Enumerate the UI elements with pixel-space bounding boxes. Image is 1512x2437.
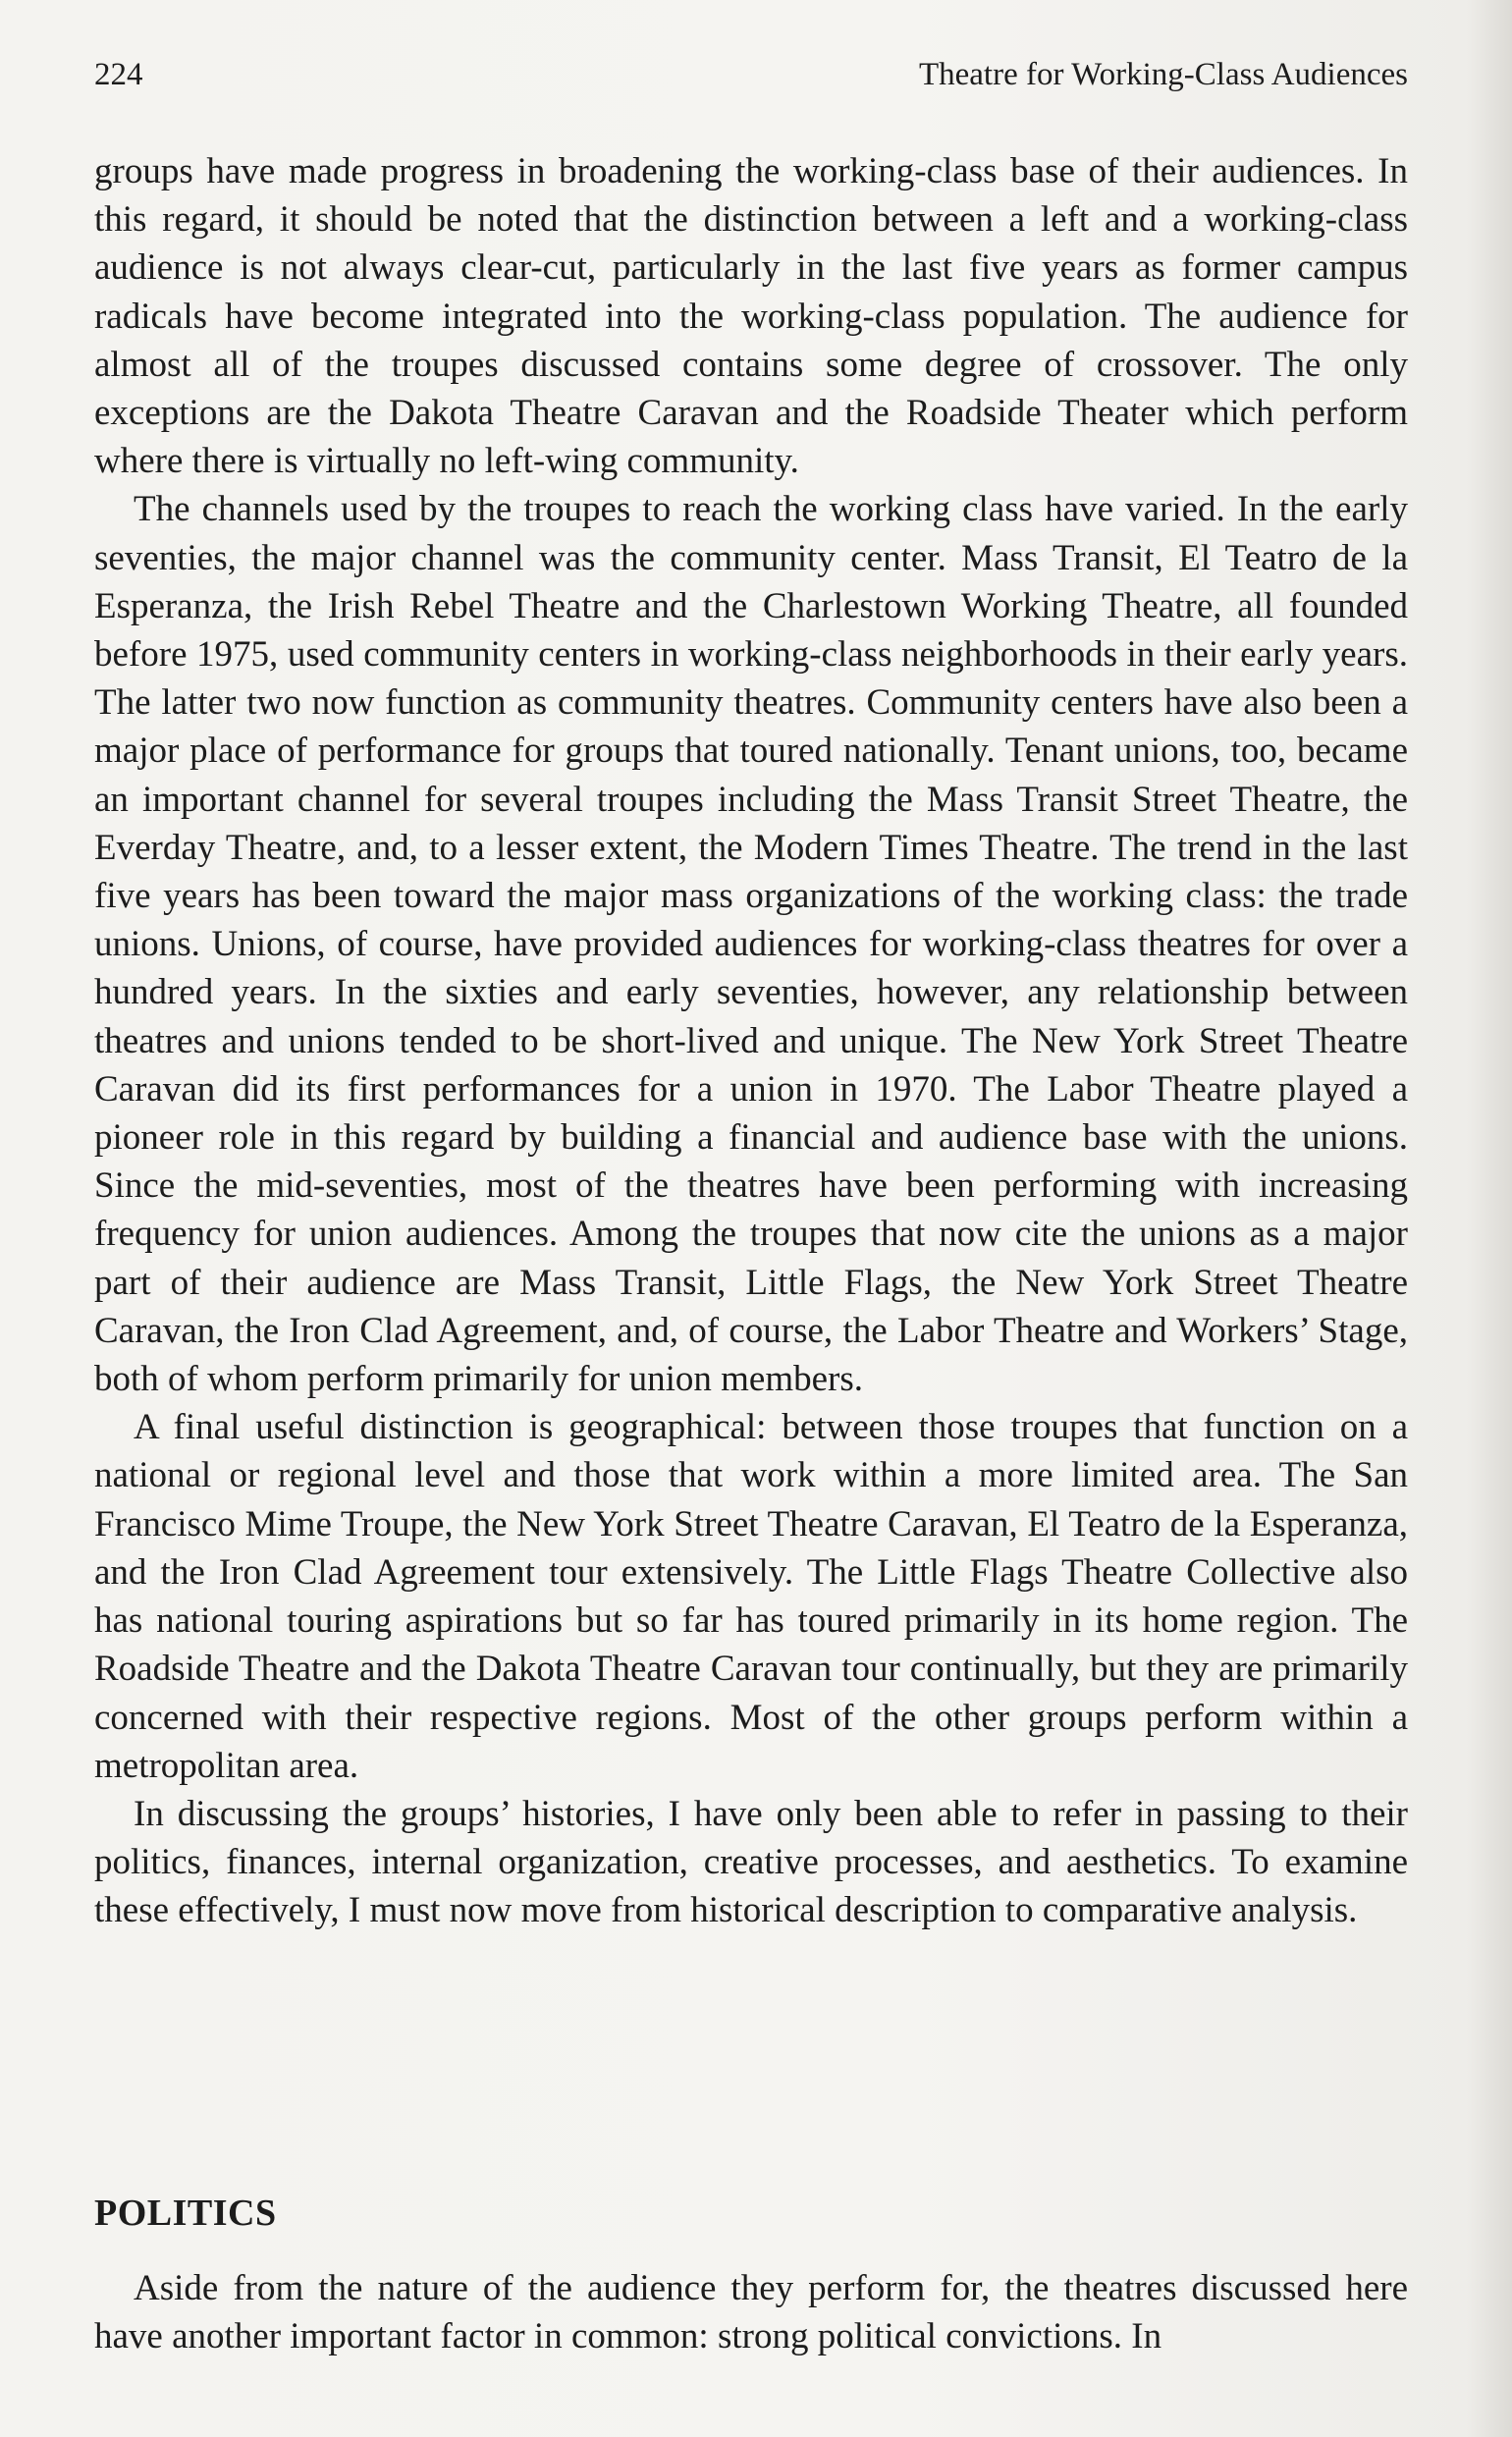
- paragraph-transition: In discussing the groups’ histories, I have only been able to refer in passing to their politics, finances, internal organization, creative processes, and aesthetics. To examine these effectively, I must now move from historical description to comparative analysis.: [94, 1793, 1408, 1931]
- paragraph-continued: groups have made progress in broadening the working-class base of their audiences. In this regard, it should be noted that the distinction between a left and a working-class audience is not always clear-cut, particularly in the last five years as former campus radicals have become integrated into the working-class population. The audience for almost all of the troupes discussed contains some degree of crossover. The only exceptions are the Dakota Theatre Caravan and the Roadside Theater which perform where there is virtually no left-wing community.: [94, 151, 1408, 482]
- paragraph-geography: A final useful distinction is geographical: between those troupes that function on a national or regional level and those that work within a more limited area. The San Francisco Mime Troupe, the New York Street Theatre Caravan, El Teatro de la Esperanza, and the Iron Clad Agreement tour extensively. The Little Flags Theatre Collective also has national touring aspirations but so far has toured primarily in its home region. The Roadside Theatre and the Dakota Theatre Caravan tour continually, but they are primarily concerned with their respective regions. Most of the other groups perform within a metropolitan area.: [94, 1407, 1408, 1786]
- paragraph-politics: Aside from the nature of the audience they perform for, the theatres discussed here have another important factor in common: strong political convictions. In: [94, 2268, 1408, 2357]
- section-heading-politics: POLITICS: [94, 2193, 277, 2234]
- politics-text: [94, 2264, 1408, 2360]
- body-text: [94, 147, 1408, 1935]
- paragraph-channels: The channels used by the troupes to reach the working class have varied. In the early seventies, the major channel was the community center. Mass Transit, El Teatro de la Esperanza, the Irish Rebel Theatre and the Charlestown Working Theatre, all founded before 1975, used community centers in working-class neighborhoods in their early years. The latter two now function as community theatres. Community centers have also been a major place of performance for groups that toured nationally. Tenant unions, too, became an important channel for several troupes including the Mass Transit Street Theatre, the Everday Theatre, and, to a lesser extent, the Modern Times Theatre. The trend in the last five years has been toward the major mass organizations of the working class: the trade unions. Unions, of course, have provided audiences for working-class theatres for over a hundred years. In the sixties and early seventies, however, any relationship between theatres and unions tended to be short-lived and unique. The New York Street Theatre Caravan did its first performances for a union in 1970. The Labor Theatre played a pioneer role in this regard by building a financial and audience base with the unions. Since the mid-seventies, most of the theatres have been performing with increasing frequency for union audiences. Among the troupes that now cite the unions as a major part of their audience are Mass Transit, Little Flags, the New York Street Theatre Caravan, the Iron Clad Agreement, and, of course, the Labor Theatre and Workers’ Stage, both of whom perform primarily for union members.: [94, 489, 1408, 1400]
- running-title: Theatre for Working-Class Audiences: [918, 57, 1408, 92]
- page-number: 224: [94, 57, 143, 92]
- running-head: [94, 51, 1408, 98]
